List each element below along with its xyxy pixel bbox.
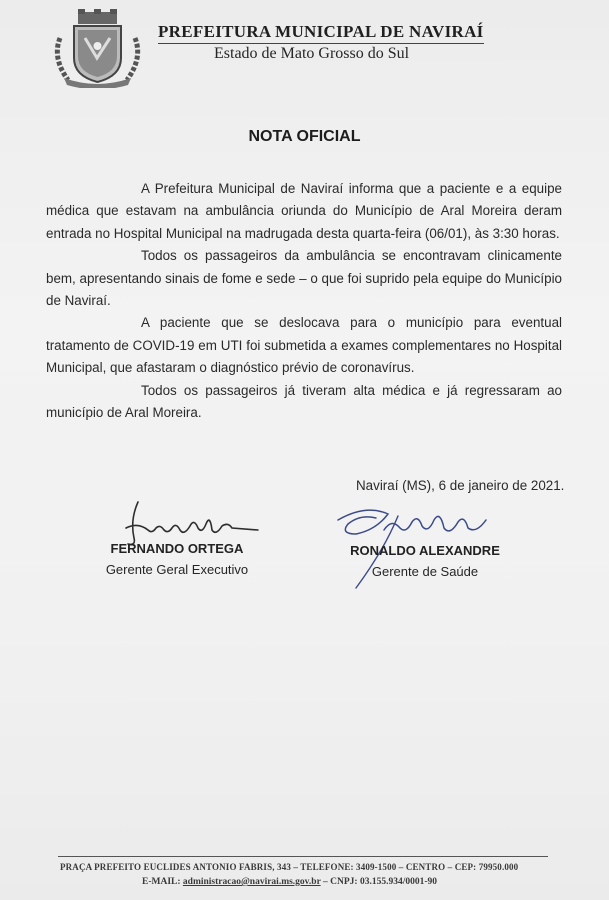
signature-block-right — [345, 543, 505, 579]
document-title: NOTA OFICIAL — [248, 128, 361, 145]
paragraph: Todos os passageiros já tiveram alta médica e já regressaram ao município de Aral Moreira. — [46, 382, 562, 421]
signer-name: RONALDO ALEXANDRE — [350, 543, 500, 558]
signer-name: FERNANDO ORTEGA — [110, 541, 244, 556]
header-subtitle: Estado de Mato Grosso do Sul — [214, 45, 410, 62]
municipal-crest-icon — [50, 8, 145, 88]
paragraph: Todos os passageiros da ambulância se encontravam clinicamente bem, apresentando sinais de fome e sede – o que foi suprido pela equipe do Município de Naviraí. — [46, 248, 562, 309]
paragraph: A paciente que se deslocava para o município para eventual tratamento de COVID-19 em UTI foi submetida a exames complementares no Hospital Municipal, que afastaram o diagnóstico prévio de coronavírus. — [46, 315, 562, 376]
footer-address: PRAÇA PREFEITO EUCLIDES ANTONIO FABRIS, 343 – TELEFONE: 3409-1500 – CENTRO – CEP: 79950.000 — [60, 862, 519, 872]
signature-block-left — [102, 541, 252, 577]
paragraph: A Prefeitura Municipal de Naviraí informa que a paciente e a equipe médica que estavam na ambulância oriunda do Município de Aral Moreira deram entrada no Hospital Municipal na madrugada desta quarta-feira (06/01), às 3:30 horas. — [46, 181, 562, 241]
footer-email-link[interactable]: administracao@navirai.ms.gov.br — [182, 877, 321, 887]
header-title: PREFEITURA MUNICIPAL DE NAVIRAÍ — [158, 22, 484, 44]
footer-divider — [58, 856, 548, 857]
footer-contact — [142, 877, 437, 887]
footer-cnpj: – CNPJ: 03.155.934/0001-90 — [323, 877, 437, 887]
signer-role: Gerente de Saúde — [371, 564, 479, 579]
place-date: Naviraí (MS), 6 de janeiro de 2021. — [356, 478, 565, 493]
footer-email-label: E-MAIL: — [142, 877, 181, 887]
document-body — [46, 178, 562, 424]
signer-role: Gerente Geral Executivo — [105, 562, 249, 577]
